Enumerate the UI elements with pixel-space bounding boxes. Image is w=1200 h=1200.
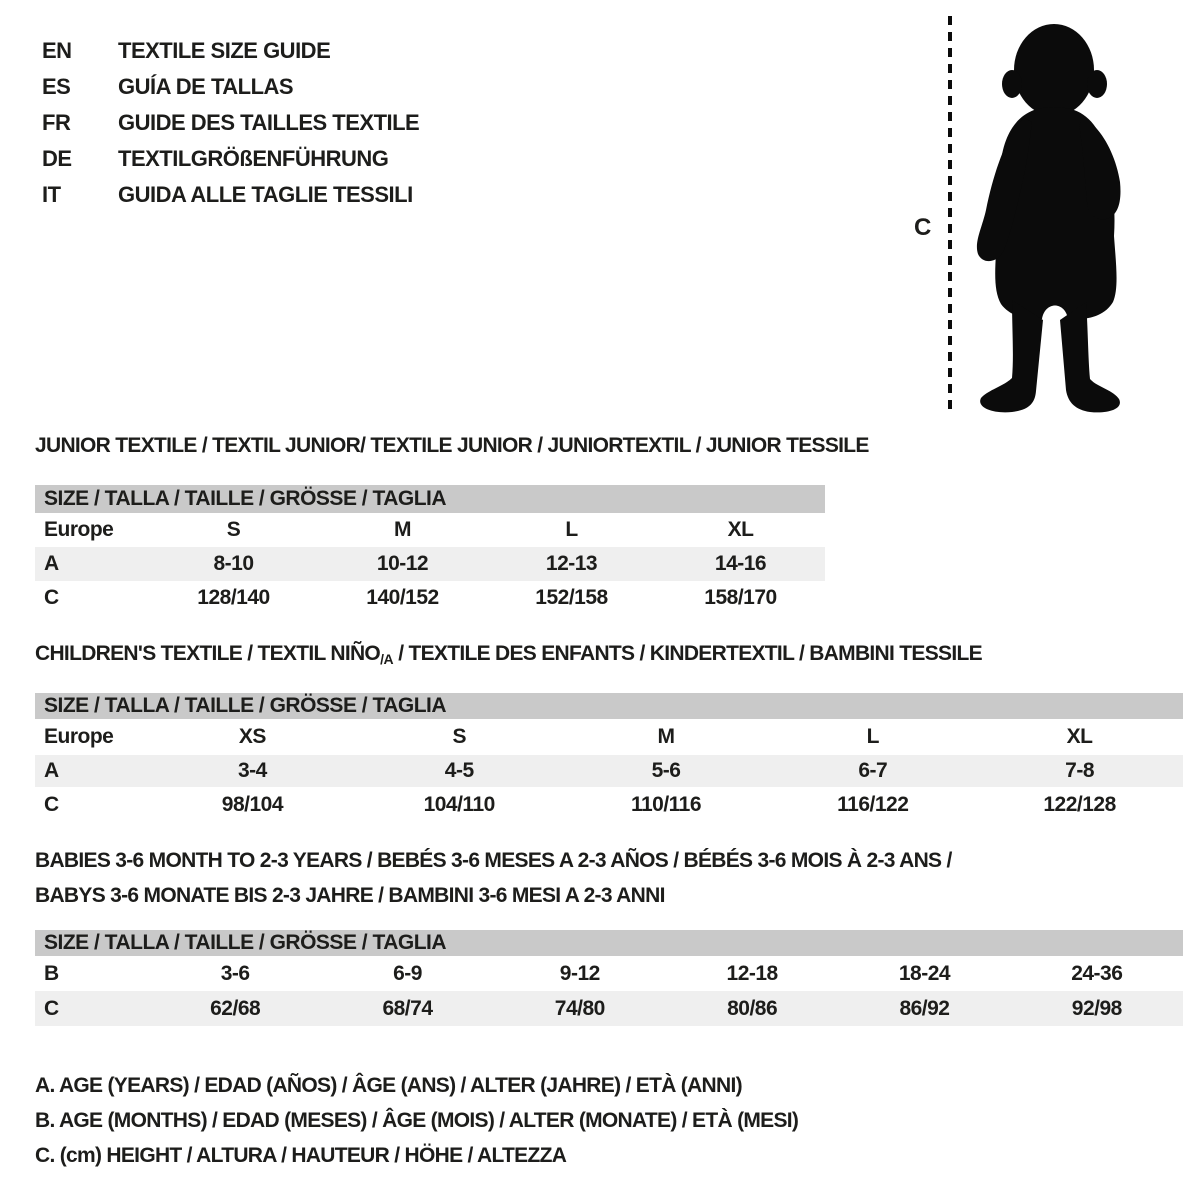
months-cell: 12-18: [726, 962, 778, 985]
table-row-months: [35, 956, 1183, 991]
age-cell: 7-8: [1065, 759, 1095, 782]
table-row-height: [35, 581, 825, 615]
height-cell: 92/98: [1071, 997, 1122, 1020]
height-cell: 86/92: [899, 997, 950, 1020]
guide-title: GUÍA DE TALLAS: [118, 74, 294, 99]
legend-line-age-years: A. AGE (YEARS) / EDAD (AÑOS) / ÂGE (ANS) / ALTER (JAHRE) / ETÀ (ANNI): [35, 1074, 742, 1097]
table-row-europe: [35, 513, 825, 547]
legend-line-height: C. (cm) HEIGHT / ALTURA / HAUTEUR / HÖHE / ALTEZZA: [35, 1144, 567, 1167]
row-label: Europe: [44, 725, 114, 748]
table-row-age: [35, 547, 825, 581]
age-cell: 6-7: [858, 759, 888, 782]
children-size-table: [35, 693, 1183, 822]
table-row-height: [35, 991, 1183, 1026]
language-row: [42, 141, 419, 177]
table-row-height: [35, 787, 1183, 822]
size-header-bar: SIZE / TALLA / TAILLE / GRÖSSE / TAGLIA: [35, 693, 1183, 719]
table-row-europe: [35, 719, 1183, 755]
children-title-main: CHILDREN'S TEXTILE / TEXTIL NIÑO: [35, 642, 381, 665]
size-cell: S: [226, 518, 241, 541]
language-code: FR: [42, 110, 71, 135]
size-cell: S: [452, 725, 466, 748]
height-cell: 158/170: [704, 586, 777, 609]
age-cell: 3-4: [237, 759, 267, 782]
months-cell: 6-9: [393, 962, 422, 985]
children-title-rest: / TEXTILE DES ENFANTS / KINDERTEXTIL / BAMBINI TESSILE: [393, 642, 982, 665]
children-section-title: [35, 642, 982, 667]
row-label: C: [44, 997, 59, 1020]
language-row: [42, 105, 419, 141]
measurement-legend: [35, 1068, 798, 1173]
language-row: [42, 33, 419, 69]
months-cell: 3-6: [220, 962, 250, 985]
months-cell: 18-24: [898, 962, 951, 985]
height-cell: 74/80: [554, 997, 605, 1020]
language-code: ES: [42, 74, 71, 99]
height-cell: 98/104: [221, 793, 284, 816]
height-dashed-line: [947, 16, 953, 416]
age-cell: 8-10: [213, 552, 254, 575]
row-label: C: [44, 793, 59, 816]
age-cell: 10-12: [376, 552, 429, 575]
babies-section-title-line1: BABIES 3-6 MONTH TO 2-3 YEARS / BEBÉS 3-6 MESES A 2-3 AÑOS / BÉBÉS 3-6 MOIS À 2-3 ANS /: [35, 849, 952, 872]
size-cell: M: [657, 725, 675, 748]
row-label: B: [44, 962, 59, 985]
row-label: C: [44, 586, 59, 609]
size-header-bar: SIZE / TALLA / TAILLE / GRÖSSE / TAGLIA: [35, 930, 1183, 956]
height-cell: 80/86: [727, 997, 778, 1020]
height-measure-label: C: [914, 214, 932, 241]
legend-line-age-months: B. AGE (MONTHS) / EDAD (MESES) / ÂGE (MOIS) / ALTER (MONATE) / ETÀ (MESI): [35, 1109, 799, 1132]
language-row: [42, 69, 419, 105]
size-header-bar: SIZE / TALLA / TAILLE / GRÖSSE / TAGLIA: [35, 485, 825, 513]
size-cell: XL: [727, 518, 754, 541]
row-label: Europe: [44, 518, 114, 541]
babies-size-table: [35, 930, 1183, 1026]
age-cell: 5-6: [651, 759, 681, 782]
height-cell: 122/128: [1043, 793, 1116, 816]
months-cell: 24-36: [1071, 962, 1123, 985]
height-cell: 104/110: [423, 793, 495, 816]
children-title-sub: /A: [380, 651, 394, 667]
height-cell: 152/158: [535, 586, 608, 609]
junior-section-title: JUNIOR TEXTILE / TEXTIL JUNIOR/ TEXTILE JUNIOR / JUNIORTEXTIL / JUNIOR TESSILE: [35, 434, 869, 457]
height-cell: 62/68: [210, 997, 261, 1020]
language-code: DE: [42, 146, 72, 171]
row-label: A: [44, 759, 59, 782]
guide-title: TEXTILGRÖßENFÜHRUNG: [118, 146, 389, 171]
language-code: EN: [42, 38, 72, 63]
age-cell: 12-13: [545, 552, 598, 575]
babies-section-title-line2: BABYS 3-6 MONATE BIS 2-3 JAHRE / BAMBINI 3-6 MESI A 2-3 ANNI: [35, 884, 665, 907]
language-row: [42, 177, 419, 213]
language-code: IT: [42, 182, 61, 207]
size-cell: L: [565, 518, 578, 541]
table-row-age: [35, 755, 1183, 787]
size-cell: XS: [238, 725, 266, 748]
months-cell: 9-12: [559, 962, 600, 985]
guide-title: TEXTILE SIZE GUIDE: [118, 38, 331, 63]
height-cell: 68/74: [382, 997, 433, 1020]
size-cell: XL: [1066, 725, 1093, 748]
height-cell: 140/152: [366, 586, 439, 609]
toddler-silhouette-icon: [966, 20, 1134, 416]
junior-size-table: [35, 485, 825, 615]
language-title-list: [42, 33, 419, 213]
age-cell: 4-5: [444, 759, 474, 782]
guide-title: GUIDA ALLE TAGLIE TESSILI: [118, 182, 413, 207]
row-label: A: [44, 552, 59, 575]
height-cell: 128/140: [197, 586, 270, 609]
height-cell: 110/116: [630, 793, 702, 816]
age-cell: 14-16: [714, 552, 767, 575]
size-cell: M: [394, 518, 411, 541]
guide-title: GUIDE DES TAILLES TEXTILE: [118, 110, 420, 135]
height-cell: 116/122: [837, 793, 909, 816]
size-cell: L: [866, 725, 879, 748]
